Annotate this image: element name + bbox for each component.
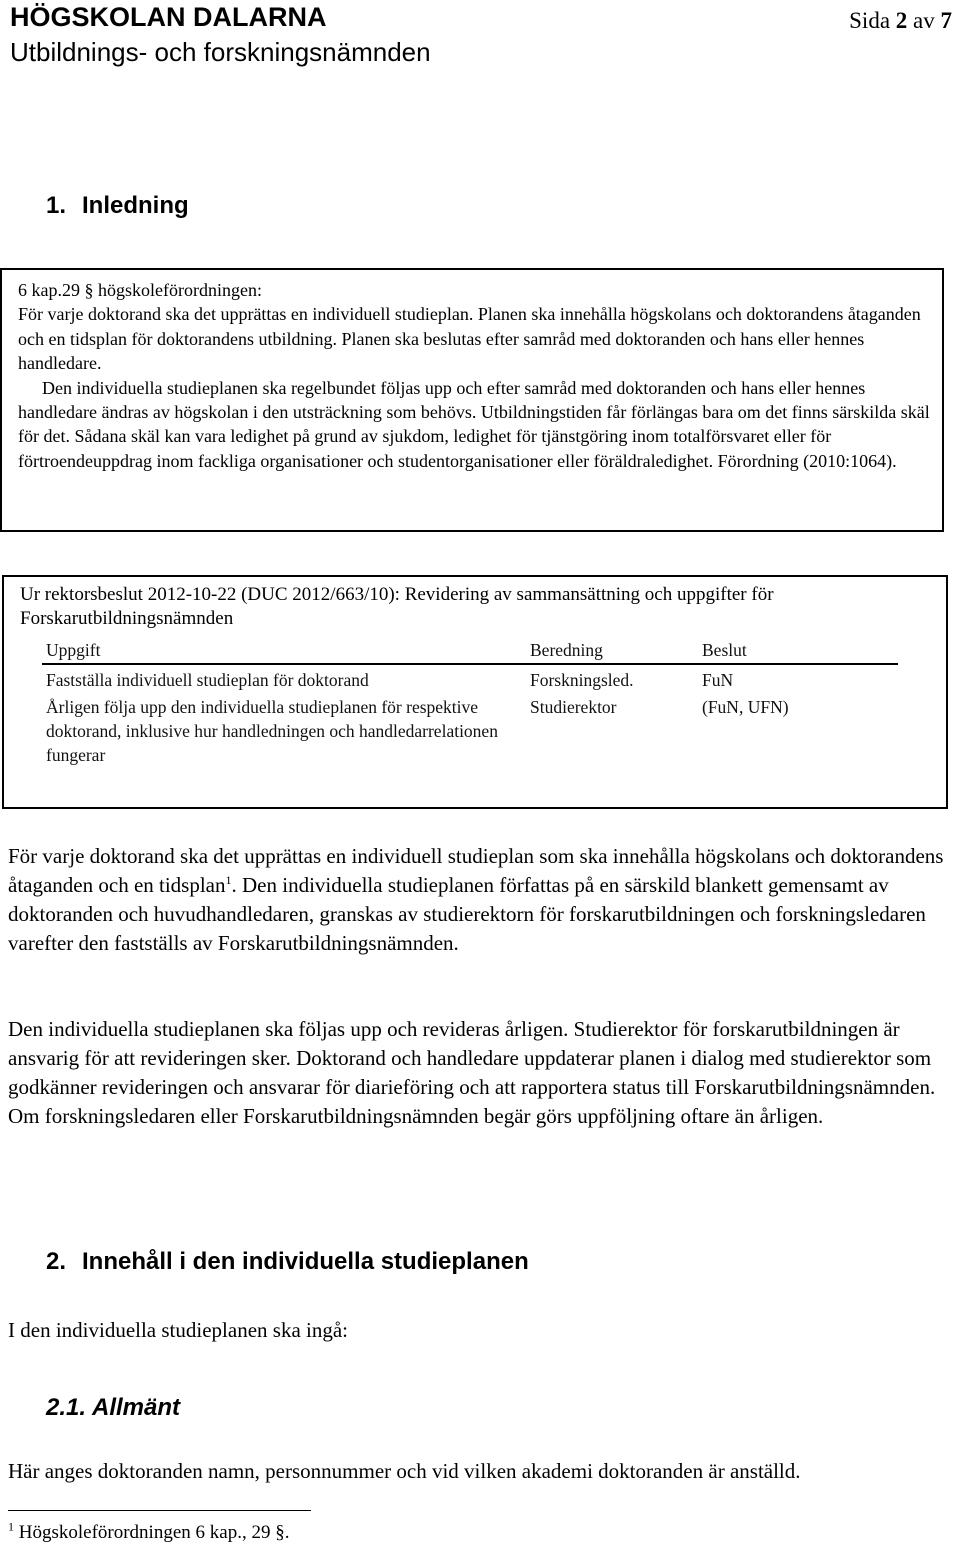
- page-prefix: Sida: [849, 8, 891, 33]
- law-quote-box: [0, 268, 944, 532]
- table-row: [42, 664, 898, 692]
- page-current: 2: [895, 8, 908, 33]
- body-paragraph-1: [8, 842, 953, 958]
- page-total: 7: [940, 8, 952, 33]
- table-header-preparation: Beredning: [526, 639, 698, 664]
- section-2-1-number: 2.1.: [46, 1394, 87, 1421]
- table-header-row: [42, 639, 898, 664]
- table-cell: Fastställa individuell studieplan för doktorand: [46, 670, 369, 690]
- section-2-1-text: Här anges doktoranden namn, personnummer och vid vilken akademi doktoranden är anställd.: [8, 1459, 801, 1483]
- department-name: Utbildnings- och forskningsnämnden: [10, 37, 431, 67]
- body-paragraph-1-part-a: För varje doktorand ska det upprättas en individuell studieplan som ska innehålla högskolans och doktorandens åtaganden och en tidsplan: [8, 844, 944, 897]
- decision-quote-box: [2, 575, 948, 809]
- section-2-number: 2.: [46, 1248, 67, 1275]
- table-cell: (FuN, UFN): [702, 697, 789, 717]
- page-indicator: [849, 8, 952, 34]
- section-1-number: 1.: [46, 192, 67, 219]
- table-cell: Studierektor: [530, 697, 617, 717]
- footnote: [8, 1519, 290, 1544]
- section-2-heading: [46, 1248, 529, 1276]
- table-cell: FuN: [702, 670, 734, 690]
- table-header-decision: Beslut: [698, 639, 898, 664]
- section-2-title: Innehåll i den individuella studieplanen: [82, 1248, 529, 1275]
- organization-name: HÖGSKOLAN DALARNA: [10, 2, 327, 32]
- section-2-intro: I den individuella studieplanen ska ingå:: [8, 1318, 348, 1342]
- footnote-divider: [8, 1510, 311, 1511]
- section-2-1-title: Allmänt: [92, 1394, 181, 1421]
- table-cell: Forskningsled.: [530, 670, 634, 690]
- decision-table: [42, 639, 898, 767]
- decision-caption: Ur rektorsbeslut 2012-10-22 (DUC 2012/663/10): Revidering av sammansättning och uppgifter för Forskarutbildningsnämnden: [20, 584, 774, 629]
- section-1-title: Inledning: [82, 192, 189, 219]
- section-2-1-heading: [46, 1394, 180, 1422]
- footnote-reference[interactable]: 1: [225, 873, 232, 887]
- law-paragraph-1: För varje doktorand ska det upprättas en individuell studieplan. Planen ska innehålla högskolans och doktorandens åtaganden och en tidsplan för doktorandens utbildning. Planen ska beslutas efter samråd med doktoranden och hans eller hennes handledare.: [18, 304, 921, 374]
- body-paragraph-1-part-b: . Den individuella studieplanen författas på en särskild blankett gemensamt av doktoranden och huvudhandledaren, granskas av studierektorn för forskarutbildningen och forskningsledaren varefter den fastställs av Forskarutbildningsnämnden.: [8, 873, 926, 955]
- section-1-heading: [46, 192, 189, 220]
- footnote-marker: 1: [8, 1519, 14, 1534]
- page-mid: av: [913, 8, 935, 33]
- body-paragraph-2: Den individuella studieplanen ska följas upp och revideras årligen. Studierektor för forskarutbildningen är ansvarig för att revideringen sker. Doktorand och handledare uppdaterar planen i dialog med studierektor som godkänner revideringen och ansvarar för diarieföring och att rapportera status till Forskarutbildningsnämnden. Om forskningsledaren eller Forskarutbildningsnämnden begär görs uppföljning oftare än årligen.: [8, 1017, 936, 1128]
- footnote-text: Högskoleförordningen 6 kap., 29 §.: [18, 1522, 290, 1543]
- table-header-task: Uppgift: [42, 639, 526, 664]
- table-cell: Årligen följa upp den individuella studieplanen för respektive doktorand, inklusive hur handledningen och handledarrelationen fungerar: [46, 697, 498, 765]
- table-row: [42, 692, 898, 767]
- law-paragraph-2: Den individuella studieplanen ska regelbundet följas upp och efter samråd med doktoranden och hans eller hennes handledare ändras av högskolan i den utsträckning som behövs. Utbildningstiden får förlängas bara om det finns särskilda skäl för det. Sådana skäl kan vara ledighet på grund av sjukdom, ledighet för tjänstgöring inom totalförsvaret eller för förtroendeuppdrag inom fackliga organisationer och studentorganisationer eller föräldraledighet. Förordning (2010:1064).: [18, 377, 930, 471]
- law-reference: 6 kap.29 § högskoleförordningen:: [18, 280, 262, 300]
